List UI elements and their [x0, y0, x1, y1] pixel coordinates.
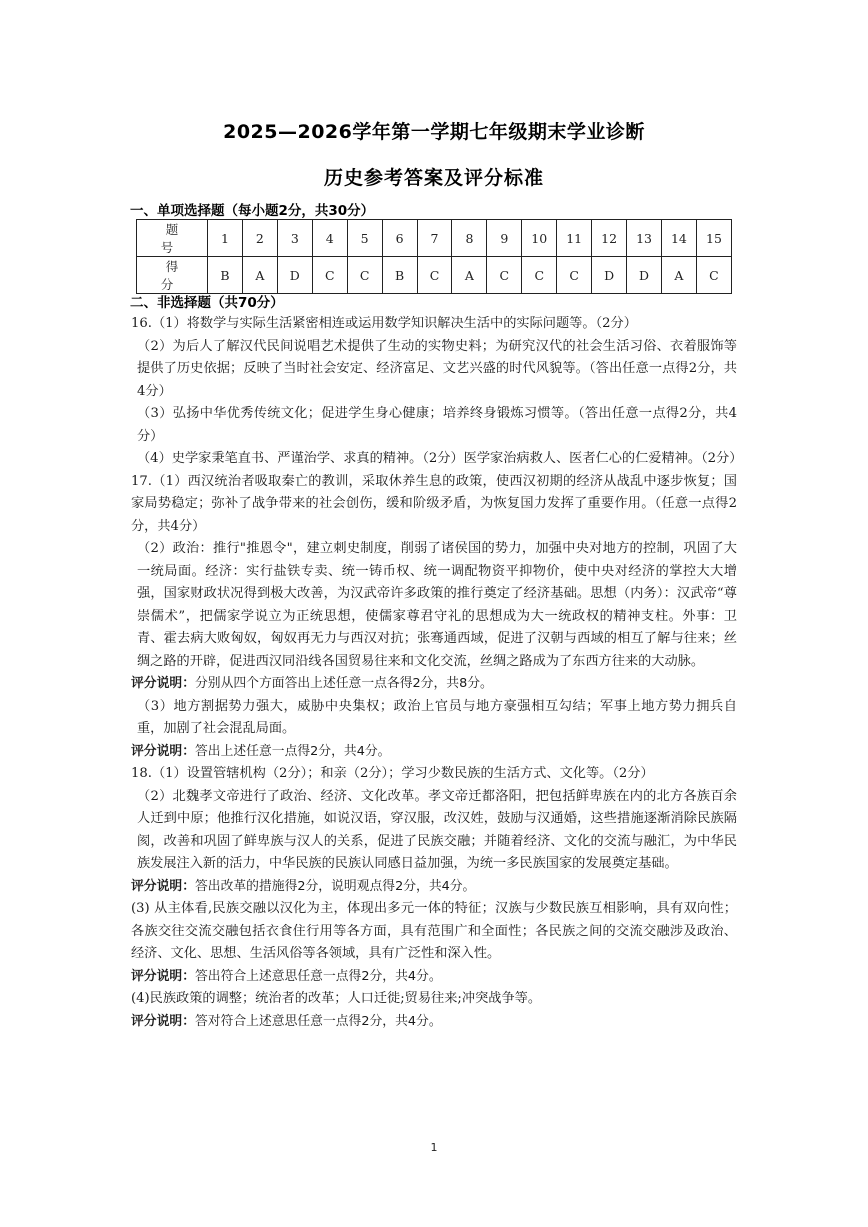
- answer-paragraph: （2）政治：推行"推恩令"，建立刺史制度，削弱了诸侯国的势力，加强中央对地方的控制，巩固了大一统局面。经济：实行盐铁专卖、统一铸币权、统一调配物资平抑物价，使中央对经济的掌控大大增强，国家财政状况得到极大改善，为汉武帝许多政策的推行奠定了经济基础。思想（内务）：汉武帝“尊崇儒术”，把儒家学说立为正统思想，使儒家尊君守礼的思想成为大一统政权的精神支柱。外事：卫青、霍去病大败匈奴，匈奴再无力与西汉对抗；张骞通西域，促进了汉朝与西域的相互了解与往来；丝绸之路的开辟，促进西汉同沿线各国贸易往来和文化交流，丝绸之路成为了东西方往来的大动脉。: [137, 541, 737, 669]
- row-label-number: 题 号: [137, 220, 208, 257]
- question-number-cell: 8: [452, 220, 487, 257]
- answer-table-answer-row: [137, 257, 732, 294]
- scoring-note: [131, 1011, 737, 1034]
- row-label-score: 得 分: [137, 257, 208, 294]
- question-number-cell: 3: [277, 220, 312, 257]
- scoring-note: [131, 966, 737, 989]
- answer-cell: C: [347, 257, 382, 294]
- answer-cell: D: [627, 257, 662, 294]
- answer-paragraph: (3) 从主体看,民族交融以汉化为主，体现出多元一体的特征；汉族与少数民族互相影响，具有双向性；各族交往交流交融包括衣食住行用等各方面，具有范围广和全面性；各民族之间的交流交融涉及政治、经济、文化、思想、生活风俗等各领域，具有广泛性和深入性。: [131, 901, 737, 961]
- answer-paragraph: （3）地方割据势力强大，威胁中央集权；政治上官员与地方豪强相互勾结；军事上地方势力拥兵自重，加剧了社会混乱局面。: [137, 698, 737, 736]
- page-number: 1: [430, 1141, 438, 1154]
- answer-paragraph: （3）弘扬中华优秀传统文化；促进学生身心健康；培养终身锻炼习惯等。（答出任意一点得2分，共4分）: [137, 406, 737, 444]
- answer-paragraph: 18.（1）设置管辖机构（2分）；和亲（2分）；学习少数民族的生活方式、文化等。（2分）: [131, 766, 654, 781]
- scoring-note: [131, 876, 737, 899]
- scoring-note-text: 分别从四个方面答出上述任意一点各得2分，共8分。: [194, 676, 493, 691]
- question-number-cell: 6: [382, 220, 417, 257]
- scoring-note-label: 评分说明：: [131, 676, 195, 691]
- question-number-cell: 11: [557, 220, 592, 257]
- answer-table-number-row: [137, 220, 732, 257]
- question-number-cell: 7: [417, 220, 452, 257]
- scoring-note-text: 答出上述任意一点得2分，共4分。: [194, 743, 391, 759]
- answer-cell: B: [382, 257, 417, 294]
- question-number-cell: 5: [347, 220, 382, 257]
- question-number-cell: 12: [592, 220, 627, 257]
- answer-cell: C: [557, 257, 592, 294]
- document-title: 2025—2026学年第一学期七年级期末学业诊断: [223, 121, 645, 143]
- answer-cell: C: [312, 257, 347, 294]
- answer-cell: C: [487, 257, 522, 294]
- question-number-cell: 13: [627, 220, 662, 257]
- answer-paragraph: (4)民族政策的调整；统治者的改革；人口迁徙;贸易往来;冲突战争等。: [131, 991, 542, 1006]
- question-number-cell: 4: [312, 220, 347, 257]
- answer-cell: A: [452, 257, 487, 294]
- scoring-note-label: 评分说明：: [131, 878, 195, 894]
- question-number-cell: 1: [208, 220, 243, 257]
- answer-paragraph: 17.（1）西汉统治者吸取秦亡的教训，采取休养生息的政策，使西汉初期的经济从战乱中逐步恢复；国家局势稳定；弥补了战争带来的社会创伤，缓和阶级矛盾，为恢复国力发挥了重要作用。（任意一点得2分，共4分）: [131, 473, 737, 534]
- answer-table: [136, 219, 732, 294]
- scoring-note: [131, 673, 737, 696]
- answer-paragraph: （4）史学家秉笔直书、严谨治学、求真的精神。（2分）医学家治病救人、医者仁心的仁爱精神。（2分）: [137, 451, 743, 466]
- answer-cell: C: [417, 257, 452, 294]
- answer-cell: D: [592, 257, 627, 294]
- answer-paragraph: （2）为后人了解汉代民间说唱艺术提供了生动的实物史料；为研究汉代的社会生活习俗、衣着服饰等提供了历史依据；反映了当时社会安定、经济富足、文艺兴盛的时代风貌等。（答出任意一点得2分，共4分）: [137, 338, 737, 399]
- scoring-note-text: 答出符合上述意思任意一点得2分，共4分。: [194, 968, 442, 984]
- question-number-cell: 14: [661, 220, 696, 257]
- answer-cell: C: [696, 257, 731, 294]
- answer-cell: A: [242, 257, 277, 294]
- answer-cell: B: [208, 257, 243, 294]
- answer-paragraph: （2）北魏孝文帝进行了政治、经济、文化改革。孝文帝迁都洛阳，把包括鲜卑族在内的北方各族百余人迁到中原；他推行汉化措施，如说汉语，穿汉服，改汉姓，鼓励与汉通婚，这些措施逐渐消除民族隔阂，改善和巩固了鲜卑族与汉人的关系，促进了民族交融；并随着经济、文化的交流与融汇，为中华民族发展注入新的活力，中华民族的民族认同感日益加强，为统一多民族国家的发展奠定基础。: [137, 788, 737, 871]
- scoring-note-label: 评分说明：: [131, 743, 195, 759]
- answer-body: [131, 313, 743, 1033]
- section-heading-multiple-choice: 一、单项选择题（每小题2分，共30分）: [130, 203, 375, 219]
- scoring-note-label: 评分说明：: [131, 968, 195, 984]
- scoring-note-text: 答出改革的措施得2分，说明观点得2分，共4分。: [194, 878, 476, 894]
- question-number-cell: 9: [487, 220, 522, 257]
- answer-cell: A: [661, 257, 696, 294]
- answer-paragraph: 16.（1）将数学与实际生活紧密相连或运用数学知识解决生活中的实际问题等。（2分）: [131, 316, 637, 331]
- section-heading-non-choice: 二、非选择题（共70分）: [130, 295, 284, 311]
- question-number-cell: 15: [696, 220, 731, 257]
- scoring-note-text: 答对符合上述意思任意一点得2分，共4分。: [194, 1013, 442, 1029]
- question-number-cell: 10: [522, 220, 557, 257]
- document-subtitle: 历史参考答案及评分标准: [323, 167, 544, 189]
- answer-cell: D: [277, 257, 312, 294]
- scoring-note: [131, 741, 737, 764]
- scoring-note-label: 评分说明：: [131, 1013, 195, 1029]
- question-number-cell: 2: [242, 220, 277, 257]
- answer-cell: C: [522, 257, 557, 294]
